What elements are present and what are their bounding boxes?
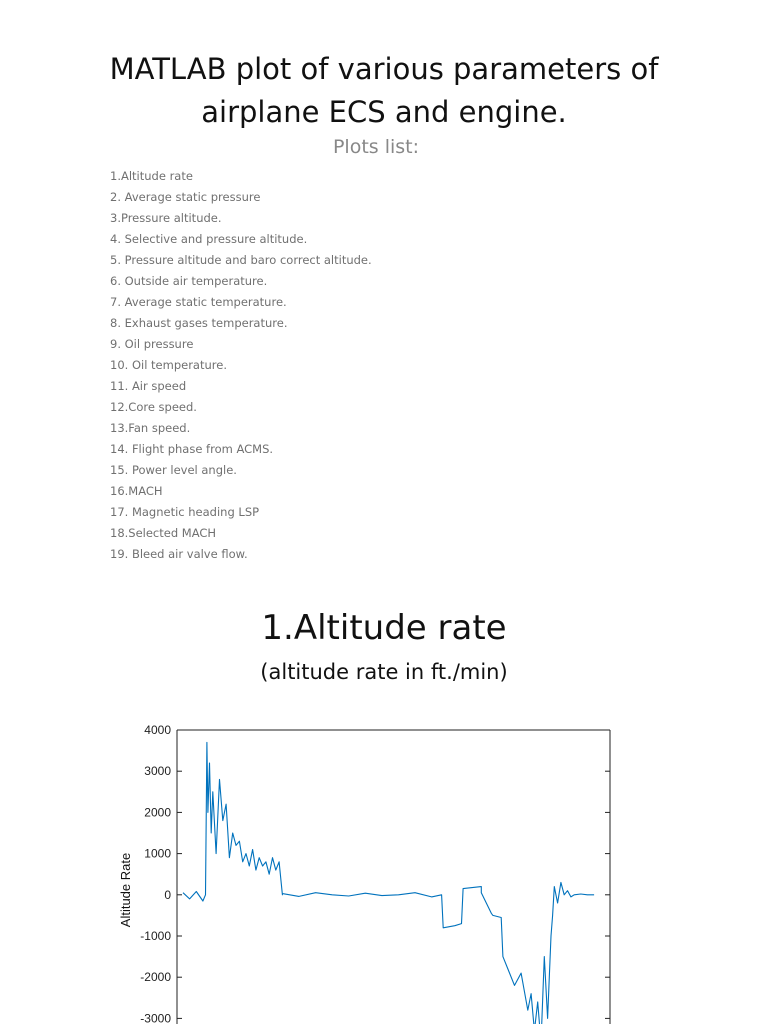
plots-list-item: 13.Fan speed. [110,421,191,435]
plots-list-item: 6. Outside air temperature. [110,274,268,288]
y-tick-label: -1000 [140,929,171,943]
altitude-rate-chart [0,700,768,1024]
plots-list-item: 2. Average static pressure [110,190,261,204]
plots-list-item: 16.MACH [110,484,163,498]
plots-list-item: 10. Oil temperature. [110,358,227,372]
plots-list-item: 8. Exhaust gases temperature. [110,316,288,330]
plots-list-item: 14. Flight phase from ACMS. [110,442,274,456]
document-title-line-2: airplane ECS and engine. [201,95,567,129]
plots-list-item: 5. Pressure altitude and baro correct altitude. [110,253,372,267]
y-tick-label: 3000 [144,764,171,779]
plots-list-item: 15. Power level angle. [110,463,237,477]
plots-list-item: 17. Magnetic heading LSP [110,505,260,519]
plots-list-item: 3.Pressure altitude. [110,211,222,225]
document-title-line-1: MATLAB plot of various parameters of [109,52,659,86]
plots-list [110,168,372,567]
plots-list-item: 11. Air speed [110,379,187,393]
section-title: 1.Altitude rate [261,608,507,648]
plots-list-item: 12.Core speed. [110,400,197,414]
y-axis-label: Altitude Rate [118,852,133,928]
y-tick-label: -2000 [140,970,171,985]
plots-list-item: 18.Selected MACH [110,526,217,540]
plots-list-item: 4. Selective and pressure altitude. [110,232,308,246]
y-tick-label: 1000 [144,846,171,861]
plots-list-item: 9. Oil pressure [110,337,194,351]
y-tick-label: -3000 [140,1011,171,1024]
y-tick-label: 0 [164,887,171,902]
plots-list-item: 19. Bleed air valve flow. [110,547,248,561]
section-subtitle: (altitude rate in ft./min) [260,660,508,684]
y-tick-label: 2000 [144,805,171,820]
plots-list-item: 7. Average static temperature. [110,295,287,309]
document-title [0,48,768,134]
plots-list-item: 1.Altitude rate [110,169,193,183]
series-line-altitude-rate [183,742,594,1024]
y-tick-label: 4000 [144,723,171,737]
plots-list-heading: Plots list: [332,136,420,158]
